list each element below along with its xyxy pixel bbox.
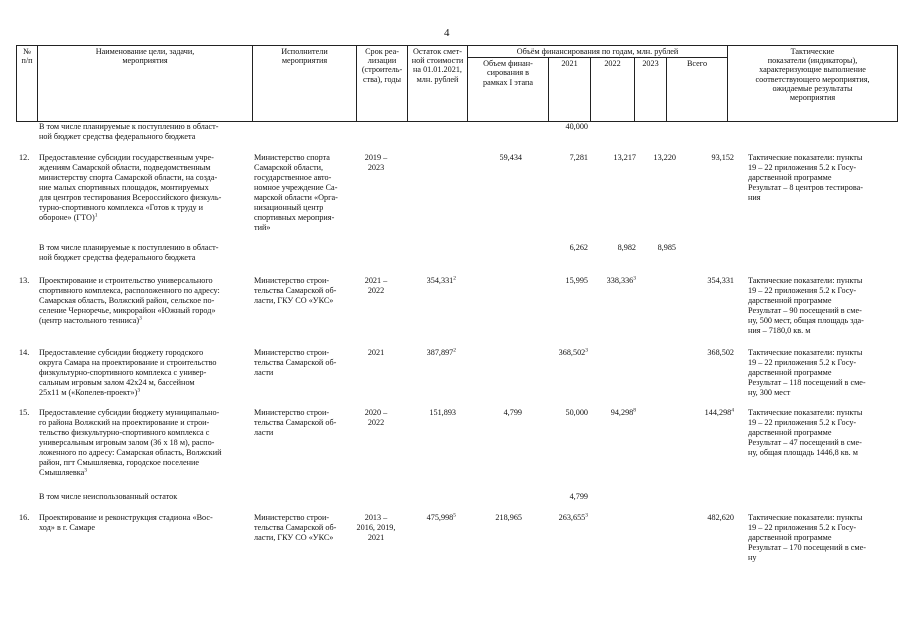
footnote-marker: 3 <box>139 315 142 322</box>
row-15-y2021 <box>540 408 588 418</box>
cell-text: В том числе неиспользованный остаток <box>39 492 178 501</box>
header-indicators: Тактические показатели (индикаторы), характеризующие выполнение соответствующего мероприятия, ожидаемые результаты мероприятия <box>728 46 898 122</box>
cell-text: Министерство строи- тельства Самарской об- ласти <box>254 348 337 377</box>
header-2022: 2022 <box>591 58 635 122</box>
row-fed-note-top-name <box>39 122 246 142</box>
row-14-num <box>19 348 37 358</box>
row-fed-note-12-y2023 <box>640 243 676 253</box>
footnote-marker: 3 <box>633 275 636 282</box>
cell-text: 338,336 <box>606 276 634 285</box>
cell-text: 13. <box>19 276 30 285</box>
cell-text: 8,982 <box>617 243 636 252</box>
header-2021: 2021 <box>549 58 591 122</box>
page-number: 4 <box>444 27 450 39</box>
cell-text: Предоставление субсидии бюджету городского округа Самара на проектирование и строительство физкультурно-спортивного комплекса с универ- сальным игровым залом 42х24 м, бассейном 25х11 м («Копелев-проект») <box>39 348 217 397</box>
row-14-period <box>356 348 396 358</box>
row-13-executors <box>254 276 352 306</box>
row-15-indicators <box>748 408 888 458</box>
row-14-y2021 <box>540 348 588 358</box>
header-name: Наименование цели, задачи, мероприятия <box>38 46 253 122</box>
row-12-indicators <box>748 153 888 203</box>
cell-text: Проектирование и строительство универсального спортивного комплекса, расположенного по адресу: Самарская область, Волжский район, сельское по- селение Черноречье, микрорайон «Южный город» (центр настольного тенниса) <box>39 276 220 325</box>
row-13-y2021 <box>540 276 588 286</box>
table-header <box>16 45 898 122</box>
cell-text: 4,799 <box>503 408 522 417</box>
row-12-num <box>19 153 37 163</box>
row-16-period <box>356 513 396 543</box>
cell-text: 40,000 <box>565 122 588 131</box>
row-15-y2022 <box>594 408 636 418</box>
header-financing-group: Объём финансирования по годам, млн. рублей <box>468 46 728 58</box>
cell-text: 387,897 <box>426 348 454 357</box>
cell-text: 15. <box>19 408 30 417</box>
row-16-y2021 <box>540 513 588 523</box>
row-12-y2021 <box>540 153 588 163</box>
cell-text: 2013 – 2016, 2019, 2021 <box>356 513 396 542</box>
row-15-total <box>682 408 734 418</box>
cell-text: 151,893 <box>429 408 456 417</box>
cell-text: 354,331 <box>426 276 454 285</box>
cell-text: 2021 <box>367 348 385 357</box>
cell-text: Тактические показатели: пункты 19 – 22 приложения 5.2 к Госу- дарственной программе Результат – 170 посещений в сме- ну <box>748 513 866 562</box>
row-16-indicators <box>748 513 888 563</box>
row-13-num <box>19 276 37 286</box>
cell-text: Министерство строи- тельства Самарской об- ласти, ГКУ СО «УКС» <box>254 513 337 542</box>
row-unused-15-name <box>39 492 246 502</box>
footnote-marker: 2 <box>453 275 456 282</box>
cell-text: 144,298 <box>704 408 732 417</box>
row-fed-note-12-name <box>39 243 246 263</box>
row-14-total <box>682 348 734 358</box>
footnote-marker: 4 <box>731 407 734 414</box>
cell-text: Министерство строи- тельства Самарской об- ласти <box>254 408 337 437</box>
cell-text: Министерство спорта Самарской области, государственное авто- номное учреждение Са- марской области «Орга- низационный центр спортивных мероприя- тий» <box>254 153 338 232</box>
cell-text: Тактические показатели: пункты 19 – 22 приложения 5.2 к Госу- дарственной программе Результат – 118 посещений в сме- ну, 300 мест <box>748 348 866 397</box>
cell-text: 2020 – 2022 <box>364 408 388 427</box>
row-13-name <box>39 276 246 326</box>
row-15-name <box>39 408 246 478</box>
footnote-marker: 8 <box>633 407 636 414</box>
row-12-total <box>682 153 734 163</box>
row-15-period <box>356 408 396 428</box>
row-14-executors <box>254 348 352 378</box>
footnote-marker: 3 <box>137 387 141 394</box>
cell-text: 50,000 <box>565 408 588 417</box>
row-16-num <box>19 513 37 523</box>
row-fed-note-top-y2021 <box>540 122 588 132</box>
row-13-indicators <box>748 276 888 336</box>
cell-text: 12. <box>19 153 30 162</box>
cell-text: 2021 – 2022 <box>364 276 388 295</box>
cell-text: Тактические показатели: пункты 19 – 22 приложения 5.2 к Госу- дарственной программе Результат – 47 посещений в сме- ну, общая площадь 1446,8 кв. м <box>748 408 863 457</box>
cell-text: Проектирование и реконструкция стадиона «Вос- ход» в г. Самаре <box>39 513 213 532</box>
header-executors: Исполнители мероприятия <box>253 46 357 122</box>
cell-text: 475,998 <box>426 513 454 522</box>
cell-text: 218,965 <box>495 513 522 522</box>
footnote-marker: 1 <box>94 212 98 219</box>
row-14-remaining <box>400 348 456 358</box>
cell-text: 263,655 <box>558 513 586 522</box>
cell-text: 482,620 <box>707 513 734 522</box>
header-total: Всего <box>667 58 728 122</box>
cell-text: 59,434 <box>499 153 522 162</box>
footnote-marker: 3 <box>585 347 588 354</box>
row-15-executors <box>254 408 352 438</box>
header-remaining: Остаток смет- ной стоимости на 01.01.2021, млн. рублей <box>408 46 468 122</box>
row-16-stage1 <box>460 513 522 523</box>
row-unused-15-y2021 <box>540 492 588 502</box>
row-15-num <box>19 408 37 418</box>
header-period: Срок реа- лизации (строитель- ства), годы <box>357 46 408 122</box>
cell-text: Предоставление субсидии бюджету муниципально- го района Волжский на проектирование и строи- тельство физкультурно-спортивного комплекса с универсальным игровым залом (36 х 18 м), распо- ложенного по адресу: Самарская область, Волжский район, пгт Смышляевка, городское поселение Смышляевка <box>39 408 222 477</box>
cell-text: 4,799 <box>569 492 588 501</box>
row-15-remaining <box>400 408 456 418</box>
row-12-y2022 <box>594 153 636 163</box>
cell-text: 93,152 <box>711 153 734 162</box>
row-16-name <box>39 513 246 533</box>
row-fed-note-12-y2021 <box>540 243 588 253</box>
row-12-period <box>356 153 396 173</box>
row-12-stage1 <box>460 153 522 163</box>
cell-text: 13,217 <box>613 153 636 162</box>
footnote-marker: 2 <box>453 347 456 354</box>
row-12-executors <box>254 153 352 233</box>
row-12-y2023 <box>640 153 676 163</box>
cell-text: Тактические показатели: пункты 19 – 22 приложения 5.2 к Госу- дарственной программе Результат – 8 центров тестирова- ния <box>748 153 863 202</box>
cell-text: 368,502 <box>558 348 586 357</box>
footnote-marker: 3 <box>585 512 588 519</box>
cell-text: В том числе планируемые к поступлению в област- ной бюджет средства федерального бюджета <box>39 243 219 262</box>
cell-text: 15,995 <box>565 276 588 285</box>
cell-text: 94,298 <box>610 408 634 417</box>
header-stage1: Объем финан- сирования в рамках I этапа <box>468 58 549 122</box>
footnote-marker: 5 <box>453 512 456 519</box>
row-13-y2022 <box>594 276 636 286</box>
cell-text: 8,985 <box>657 243 676 252</box>
header-2023: 2023 <box>635 58 667 122</box>
cell-text: 14. <box>19 348 30 357</box>
cell-text: 2019 – 2023 <box>364 153 388 172</box>
row-fed-note-12-y2022 <box>594 243 636 253</box>
cell-text: Тактические показатели: пункты 19 – 22 приложения 5.2 к Госу- дарственной программе Результат – 90 посещений в сме- ну, 500 мест, общая площадь зда- ния – 7180,0 кв. м <box>748 276 864 335</box>
row-16-executors <box>254 513 352 543</box>
row-15-stage1 <box>460 408 522 418</box>
cell-text: В том числе планируемые к поступлению в област- ной бюджет средства федерального бюджета <box>39 122 219 141</box>
cell-text: 13,220 <box>653 153 676 162</box>
cell-text: Министерство строи- тельства Самарской об- ласти, ГКУ СО «УКС» <box>254 276 337 305</box>
cell-text: Предоставление субсидии государственным учре- ждениям Самарской области, подведомственным министерству спорта Самарской области, на созда- ние малых спортивных площадок, монтируемых для центров тестирования Всероссийского физкуль- турно-спортивного комплекса «Готов к труду и обороне» (ГТО) <box>39 153 222 222</box>
row-13-remaining <box>400 276 456 286</box>
cell-text: 7,281 <box>569 153 588 162</box>
row-14-indicators <box>748 348 888 398</box>
cell-text: 354,331 <box>707 276 734 285</box>
row-13-period <box>356 276 396 296</box>
cell-text: 6,262 <box>569 243 588 252</box>
row-13-total <box>682 276 734 286</box>
row-12-name <box>39 153 246 223</box>
footnote-marker: 3 <box>84 467 88 474</box>
row-14-name <box>39 348 246 398</box>
header-num: № п/п <box>17 46 38 122</box>
row-16-total <box>682 513 734 523</box>
cell-text: 16. <box>19 513 30 522</box>
row-16-remaining <box>400 513 456 523</box>
cell-text: 368,502 <box>707 348 734 357</box>
